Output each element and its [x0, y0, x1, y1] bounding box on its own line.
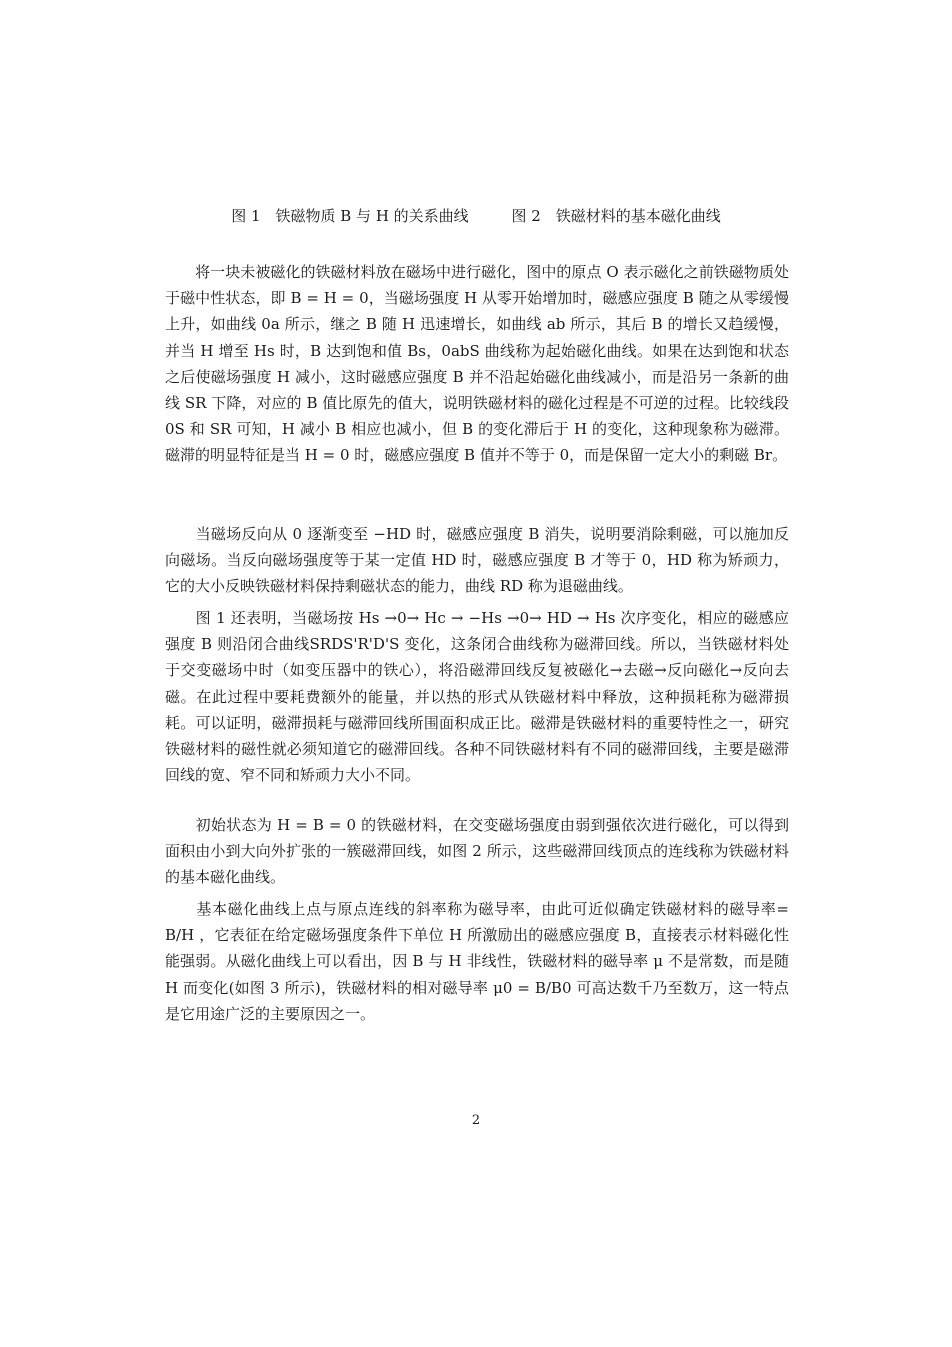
figure-1-caption: 图 1 铁磁物质 B 与 H 的关系曲线 — [231, 207, 469, 225]
page-number: 2 — [471, 1113, 481, 1128]
figure-captions — [0, 204, 952, 228]
paragraph-permeability: 基本磁化曲线上点与原点连线的斜率称为磁导率，由此可近似确定铁磁材料的磁导率= B/H ，它表征在给定磁场强度条件下单位 H 所激励出的磁感应强度 B，直接表示材料磁化性能强弱。从磁化曲线上可以看出，因 B 与 H 非线性，铁磁材料的磁导率 μ 不是常数，而是随 H 而变化(如图 3 所示)，铁磁材料的相对磁导率 μ0 = B/B0 可高达数千乃至数万，这一特点是它用途广泛的主要原因之一。 — [165, 900, 789, 1023]
paragraph-basic-magnetization-curve: 初始状态为 H = B = 0 的铁磁材料，在交变磁场强度由弱到强依次进行磁化，可以得到面积由小到大向外扩张的一簇磁滞回线，如图 2 所示，这些磁滞回线顶点的连线称为铁磁材料的基本磁化曲线。 — [165, 816, 789, 887]
figure-2-caption: 图 2 铁磁材料的基本磁化曲线 — [511, 207, 721, 225]
paragraph-initial-magnetization: 将一块未被磁化的铁磁材料放在磁场中进行磁化，图中的原点 O 表示磁化之前铁磁物质处于磁中性状态，即 B = H = 0，当磁场强度 H 从零开始增加时，磁感应强度 B 随之从零缓慢上升，如曲线 0a 所示，继之 B 随 H 迅速增长，如曲线 ab 所示，其后 B 的增长又趋缓慢，并当 H 增至 Hs 时，B 达到饱和值 Bs，0abS 曲线称为起始磁化曲线。如果在达到饱和状态之后使磁场强度 H 减小，这时磁感应强度 B 并不沿起始磁化曲线减小，而是沿另一条新的曲线 SR 下降，对应的 B 值比原先的值大，说明铁磁材料的磁化过程是不可逆的过程。比较线段 0S 和 SR 可知，H 减小 B 相应也减小，但 B 的变化滞后于 H 的变化，这种现象称为磁滞。磁滞的明显特征是当 H = 0 时，磁感应强度 B 值并不等于 0，而是保留一定大小的剩磁 Br。 — [165, 263, 790, 465]
paragraph-hysteresis-loop: 图 1 还表明，当磁场按 Hs →0→ Hc → −Hs →0→ HD → Hs 次序变化，相应的磁感应强度 B 则沿闭合曲线SRDS'R'D'S 变化，这条闭合曲线称为磁滞回线。所以，当铁磁材料处于交变磁场中时（如变压器中的铁心），将沿磁滞回线反复被磁化→去磁→反向磁化→反向去磁。在此过程中要耗费额外的能量，并以热的形式从铁磁材料中释放，这种损耗称为磁滞损耗。可以证明，磁滞损耗与磁滞回线所围面积成正比。磁滞是铁磁材料的重要特性之一，研究铁磁材料的磁性就必须知道它的磁滞回线。各种不同铁磁材料有不同的磁滞回线，主要是磁滞回线的宽、窄不同和矫顽力大小不同。 — [165, 609, 789, 785]
paragraph-coercivity: 当磁场反向从 0 逐渐变至 −HD 时，磁感应强度 B 消失，说明要消除剩磁，可以施加反向磁场。当反向磁场强度等于某一定值 HD 时，磁感应强度 B 才等于 0，HD 称为矫顽力，它的大小反映铁磁材料保持剩磁状态的能力，曲线 RD 称为退磁曲线。 — [165, 525, 789, 596]
